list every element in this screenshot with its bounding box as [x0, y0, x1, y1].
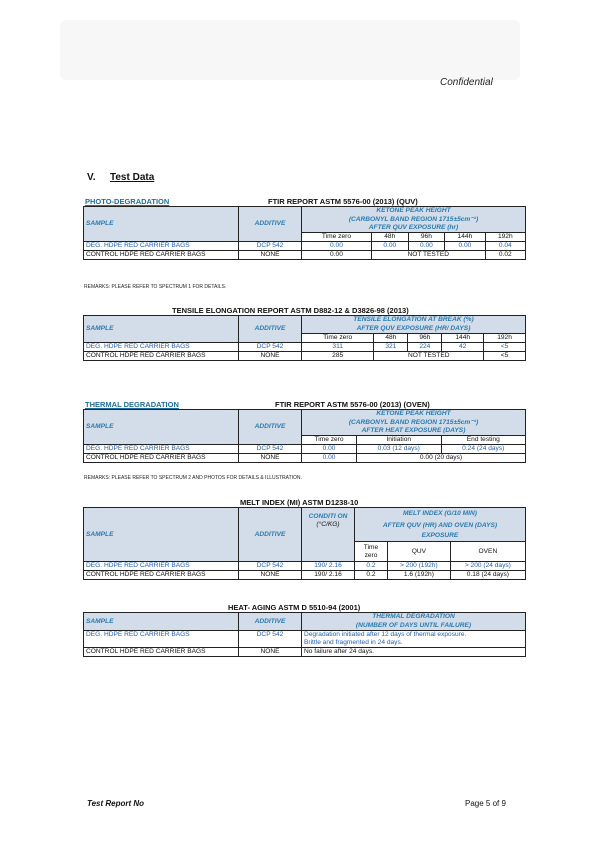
cell-value: 0.00 — [302, 251, 372, 260]
photo-remarks: REMARKS: PLEASE REFER TO SPECTRUM 1 FOR DETAILS. — [84, 284, 227, 290]
footer-report-number: Test Report No — [87, 799, 145, 808]
col-sample: SAMPLE — [84, 508, 239, 562]
cell-result — [302, 631, 526, 648]
cell-value: 0.00 — [302, 242, 372, 251]
cell-value: <5 — [484, 352, 526, 361]
cell-value: 0.2 — [355, 571, 388, 580]
col-sample: SAMPLE — [84, 613, 239, 631]
cell-sample: CONTROL HDPE RED CARRIER BAGS — [84, 571, 239, 580]
cell-value: 1.6 (192h) — [388, 571, 451, 580]
result-line: Degradation initiated after 12 days of thermal exposure. — [304, 631, 467, 638]
head-line-3: AFTER HEAT EXPOSURE (DAYS) — [302, 427, 526, 436]
cell-sample: DEG. HDPE RED CARRIER BAGS — [84, 562, 239, 571]
col-condition-unit: (°C/KG) — [316, 521, 340, 528]
cell-value: <5 — [484, 343, 526, 352]
head-line-1: KETONE PEAK HEIGHT — [302, 207, 526, 216]
head-line-2: AFTER QUV (HR) AND OVEN (DAYS) — [355, 520, 526, 532]
heat-table — [83, 612, 526, 657]
cell-sample: DEG. HDPE RED CARRIER BAGS — [84, 445, 239, 454]
sub-col: QUV — [388, 542, 451, 562]
result-line: Brittle and fragmented in 24 days. — [304, 639, 403, 646]
cell-value: 0.00 — [445, 242, 485, 251]
cell-value: > 200 (192h) — [388, 562, 451, 571]
cell-additive: DCP 542 — [239, 562, 302, 571]
cell-value: 0.00 — [302, 454, 357, 463]
cell-value: 311 — [302, 343, 374, 352]
col-condition — [302, 508, 355, 562]
sub-col: End testing — [441, 436, 526, 445]
sub-col: 144h — [445, 233, 485, 242]
col-additive: ADDITIVE — [239, 316, 302, 343]
cell-additive: NONE — [239, 352, 302, 361]
col-additive: ADDITIVE — [239, 508, 302, 562]
table-row — [84, 343, 526, 352]
table-row — [84, 352, 526, 361]
col-sample: SAMPLE — [84, 207, 239, 242]
col-sample: SAMPLE — [84, 410, 239, 445]
cell-condition: 190/ 2.16 — [302, 562, 355, 571]
head-line-1: THERMAL DEGRADATION — [302, 613, 526, 622]
head-line-3: AFTER QUV EXPOSURE (hr) — [302, 224, 526, 233]
table-row — [84, 242, 526, 251]
melt-report-title: MELT INDEX (MI) ASTM D1238-10 — [240, 498, 359, 507]
cell-additive: DCP 542 — [239, 445, 302, 454]
section-number: V. — [87, 172, 96, 183]
cell-value: 42 — [442, 343, 484, 352]
cell-sample: DEG. HDPE RED CARRIER BAGS — [84, 242, 239, 251]
cell-additive: DCP 542 — [239, 343, 302, 352]
table-row — [84, 648, 526, 657]
col-additive: ADDITIVE — [239, 613, 302, 631]
tensile-report-title: TENSILE ELONGATION REPORT ASTM D882-12 & D3826-98 (2013) — [172, 306, 409, 315]
cell-value: 224 — [408, 343, 442, 352]
head-line-1: MELT INDEX (G/10 MIN) — [355, 508, 526, 520]
sub-col: Time zero — [302, 233, 372, 242]
col-sample: SAMPLE — [84, 316, 239, 343]
col-condition-label: CONDITI ON — [308, 513, 348, 520]
sub-col: 96h — [408, 233, 445, 242]
sub-col: 48h — [371, 233, 408, 242]
cell-value: 0.00 — [302, 445, 357, 454]
col-additive: ADDITIVE — [239, 410, 302, 445]
cell-sample: CONTROL HDPE RED CARRIER BAGS — [84, 251, 239, 260]
cell-value: 0.24 (24 days) — [441, 445, 526, 454]
photo-table — [83, 206, 526, 260]
cell-additive: NONE — [239, 251, 302, 260]
cell-not-tested: NOT TESTED — [371, 251, 485, 260]
cell-value: 0.00 — [408, 242, 445, 251]
scan-smudge — [60, 20, 520, 80]
melt-table — [83, 507, 526, 580]
col-additive: ADDITIVE — [239, 207, 302, 242]
cell-value: 0.00 — [371, 242, 408, 251]
thermal-remarks: REMARKS: PLEASE REFER TO SPECTRUM 2 AND PHOTOS FOR DETAILS & ILLUSTRATION. — [84, 475, 302, 481]
sub-col: Time zero — [355, 542, 388, 562]
cell-sample: CONTROL HDPE RED CARRIER BAGS — [84, 454, 239, 463]
sub-col: 192h — [484, 334, 526, 343]
cell-additive: NONE — [239, 648, 302, 657]
photo-report-title: FTIR REPORT ASTM 5576-00 (2013) (QUV) — [268, 197, 418, 206]
section-title: Test Data — [110, 172, 155, 183]
photo-caption: PHOTO-DEGRADATION — [85, 197, 170, 206]
cell-value: 0.18 (24 days) — [450, 571, 525, 580]
sub-col: 48h — [374, 334, 408, 343]
cell-additive: NONE — [239, 454, 302, 463]
cell-not-tested: NOT TESTED — [374, 352, 484, 361]
table-row — [84, 445, 526, 454]
head-line-2: (CARBONYL BAND REGION 1715±5cm⁻¹) — [302, 418, 526, 427]
confidential-label: Confidential — [440, 77, 493, 88]
cell-value: 285 — [302, 352, 374, 361]
table-row — [84, 562, 526, 571]
cell-condition: 190/ 2.16 — [302, 571, 355, 580]
cell-additive: DCP 542 — [239, 631, 302, 648]
sub-col: 96h — [408, 334, 442, 343]
heat-report-title: HEAT- AGING ASTM D 5510-94 (2001) — [228, 603, 361, 612]
head-line-3: EXPOSURE — [355, 532, 526, 542]
table-row — [84, 631, 526, 648]
cell-additive: NONE — [239, 571, 302, 580]
thermal-table — [83, 409, 526, 463]
sub-col: 144h — [442, 334, 484, 343]
head-line-1: KETONE PEAK HEIGHT — [302, 410, 526, 419]
sub-col: Time zero — [302, 334, 374, 343]
thermal-caption: THERMAL DEGRADATION — [85, 400, 179, 409]
cell-sample: DEG. HDPE RED CARRIER BAGS — [84, 343, 239, 352]
cell-value: > 200 (24 days) — [450, 562, 525, 571]
table-row — [84, 454, 526, 463]
thermal-report-title: FTIR REPORT ASTM 5576-00 (2013) (OVEN) — [275, 400, 430, 409]
cell-value: 0.2 — [355, 562, 388, 571]
table-row — [84, 251, 526, 260]
footer-page-number: Page 5 of 9 — [465, 799, 506, 808]
head-line-2: (NUMBER OF DAYS UNTIL FAILURE) — [302, 622, 526, 631]
head-line-2: AFTER QUV EXPOSURE (HR/ DAYS) — [302, 325, 526, 334]
sub-col: OVEN — [450, 542, 525, 562]
head-line-1: TENSILE ELONGATION AT BREAK (%) — [302, 316, 526, 325]
tensile-table — [83, 315, 526, 361]
cell-value: 0.03 (12 days) — [357, 445, 442, 454]
cell-sample: CONTROL HDPE RED CARRIER BAGS — [84, 352, 239, 361]
cell-value: 0.04 — [485, 242, 525, 251]
table-row — [84, 571, 526, 580]
head-line-2: (CARBONYL BAND REGION 1715±5cm⁻¹) — [302, 215, 526, 224]
sub-col: Initiation — [357, 436, 442, 445]
cell-result: No failure after 24 days. — [302, 648, 526, 657]
sub-col: Time zero — [302, 436, 357, 445]
cell-value-span: 0.00 (20 days) — [357, 454, 526, 463]
cell-sample: DEG. HDPE RED CARRIER BAGS — [84, 631, 239, 648]
cell-value: 0.02 — [485, 251, 525, 260]
sub-col: 192h — [485, 233, 525, 242]
cell-sample: CONTROL HDPE RED CARRIER BAGS — [84, 648, 239, 657]
cell-additive: DCP 542 — [239, 242, 302, 251]
cell-value: 321 — [374, 343, 408, 352]
